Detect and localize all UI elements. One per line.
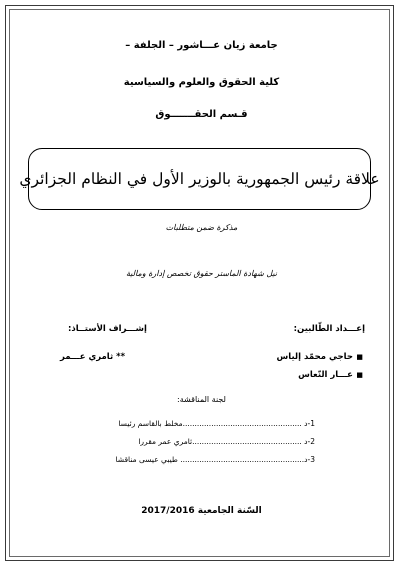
committee-member-3: 3-د.................................................... طيبي عيسى مناقشا [115,455,315,464]
department-name: قـسم الحقـــــــوق [155,109,248,120]
student-name-2: عـــار النّعاس [298,370,353,380]
thesis-title: علاقة رئيس الجمهورية بالوزير الأول في النظام الجزائري [19,170,380,188]
thesis-title-box [19,148,380,210]
bullet-icon: ■ [356,371,363,379]
committee-label: لجنة المناقشة: [177,395,226,404]
supervisor-name: ** ثامري عـــمر [60,352,126,362]
student-name-1: حاجي محمّد إلياس [276,352,353,362]
committee-member-1: 1-د ..................................................مخلط بالقاسم رئيسا [118,419,315,428]
faculty-name: كلية الحقوق والعلوم والسياسية [123,77,280,88]
university-name: جامعة زيان عـــاشور – الجلفة – [125,40,278,51]
students-label: إعـــداد الطّالبين: [293,324,365,334]
degree-line: نيل شهادة الماستر حقوق تخصص إدارة ومالية [125,269,278,278]
supervisor-label: إشـــراف الأستــاذ: [68,324,147,334]
page-border-inner [9,9,390,557]
memo-requirement-line: مذكرة ضمن متطلبات [165,223,238,232]
academic-year: السّنة الجامعية 2017/2016 [141,506,262,516]
bullet-icon: ■ [356,353,363,361]
committee-member-2: 2-د ..............................................ثامري عمر مقررا [138,437,315,446]
